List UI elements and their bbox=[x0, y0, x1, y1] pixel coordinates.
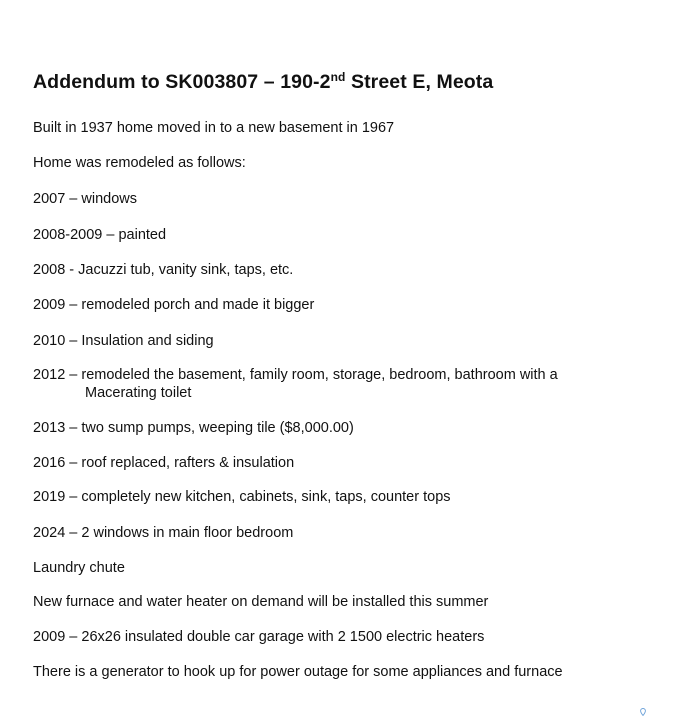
list-item: 2008-2009 – painted bbox=[33, 227, 167, 243]
title-prefix: Addendum to SK003807 – 190-2 bbox=[33, 71, 331, 93]
list-item: 2016 – roof replaced, rafters & insulation bbox=[33, 455, 295, 471]
list-item: 2019 – completely new kitchen, cabinets, sink, taps, counter tops bbox=[33, 489, 451, 505]
title-superscript: nd bbox=[330, 70, 346, 84]
location-pin-icon bbox=[640, 708, 646, 716]
list-item: 2009 – 26x26 insulated double car garage with 2 1500 electric heaters bbox=[33, 629, 485, 645]
list-item: 2012 – remodeled the basement, family room, storage, bedroom, bathroom with a bbox=[33, 367, 558, 383]
intro-line: Built in 1937 home moved in to a new basement in 1967 bbox=[33, 120, 395, 136]
remodel-heading: Home was remodeled as follows: bbox=[33, 155, 246, 171]
list-item: New furnace and water heater on demand will be installed this summer bbox=[33, 594, 489, 610]
list-item: There is a generator to hook up for power outage for some appliances and furnace bbox=[33, 664, 563, 680]
document-title bbox=[33, 71, 493, 94]
list-item: 2007 – windows bbox=[33, 191, 137, 207]
list-item: 2010 – Insulation and siding bbox=[33, 333, 214, 349]
list-item: 2024 – 2 windows in main floor bedroom bbox=[33, 525, 294, 541]
list-item-continuation: Macerating toilet bbox=[85, 385, 192, 401]
title-suffix: Street E, Meota bbox=[345, 71, 494, 93]
list-item: 2013 – two sump pumps, weeping tile ($8,000.00) bbox=[33, 420, 354, 436]
list-item: 2009 – remodeled porch and made it bigger bbox=[33, 297, 315, 313]
list-item: 2008 - Jacuzzi tub, vanity sink, taps, etc. bbox=[33, 262, 294, 278]
list-item: Laundry chute bbox=[33, 560, 125, 576]
